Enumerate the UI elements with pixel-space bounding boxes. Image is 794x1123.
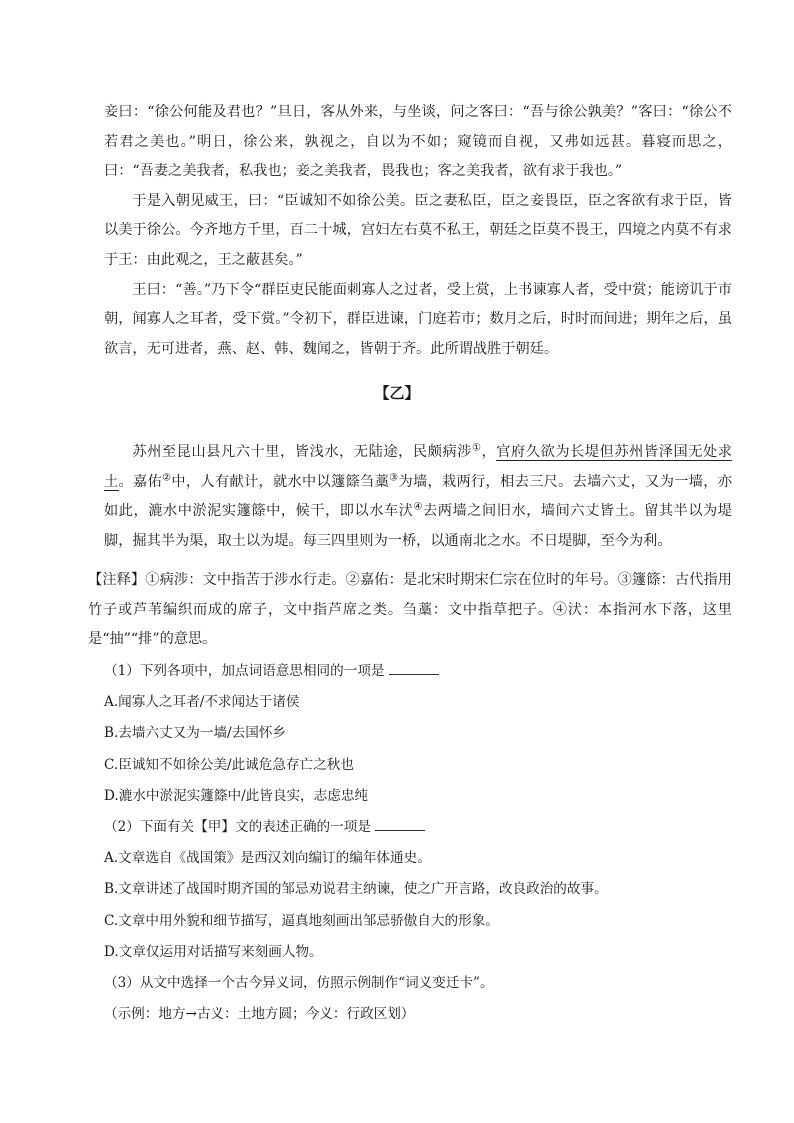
passage-b [104, 438, 732, 556]
question-2-text: （2）下面有关【甲】文的表述正确的一项是 [104, 819, 371, 836]
passage-a [104, 98, 732, 364]
passage-a-paragraph-2: 于是入朝见威王，曰：“臣诚知不如徐公美。臣之妻私臣，臣之妾畏臣，臣之客欲有求于臣，皆以美于徐公。今齐地方千里，百二十城，宫妇左右莫不私王，朝廷之臣莫不畏王，四境之内莫不有求于王：由此观之，王之蔽甚矣。” [104, 192, 732, 268]
note-ref-1: ① [471, 442, 482, 454]
passage-b-text-7: 去两墙之间旧水，墙间六丈皆土。留其半以为堤脚，掘其半为渠，取土以为堤。每三四里则为一桥，以通南北之水。不日堤脚，至今为利。 [104, 503, 732, 549]
passage-b-text-5: 中，人有献计，就水中以籧篨刍藁 [171, 473, 390, 490]
note-ref-4: ④ [413, 501, 424, 513]
questions [104, 656, 732, 1030]
note-ref-2: ② [162, 471, 172, 483]
passage-b-title: 【乙】 [374, 384, 420, 402]
passage-b-text-2: ， [481, 444, 497, 460]
question-1-option-d: D.漉水中淤泥实籧篨中/此皆良实，志虑忠纯 [104, 787, 369, 804]
question-2-option-b: B.文章讲述了战国时期齐国的邹忌劝说君主纳谏，使之广开言路，改良政治的故事。 [104, 881, 608, 898]
question-2-option-c: C.文章中用外貌和细节描写，逼真地刻画出邹忌骄傲自大的形象。 [104, 912, 499, 929]
question-1-text: （1）下列各项中，加点词语意思相同的一项是 [104, 663, 385, 679]
note-ref-3: ③ [389, 471, 399, 483]
underlined-sentence: 官府久欲为长堤但苏州皆泽国无处求土 [104, 444, 732, 490]
question-3-stem: （3）从文中选择一个古今异义词，仿照示例制作“词义变迁卡”。 [104, 975, 494, 992]
passage-b-text-6: 为墙，栽两行，相去三尺。去墙六丈，又为一墙，亦如此，漉水中淤泥实籧篨中，候干，即以水车汱 [104, 473, 732, 520]
passage-a-paragraph-1: 妾曰：“徐公何能及君也？”旦日，客从外来，与坐谈，问之客曰：“吾与徐公孰美？”客曰：“徐公不若君之美也。”明日，徐公来，孰视之，自以为不如；窥镜而自视，又弗如远甚。暮寝而思之，曰：“吾妻之美我者，私我也；妾之美我者，畏我也；客之美我者，欲有求于我也。” [104, 104, 732, 180]
question-2-stem [104, 812, 732, 843]
question-1-option-c: C.臣诚知不如徐公美/此诚危急存亡之秋也 [104, 756, 354, 773]
question-2-option-a: A.文章选自《战国策》是西汉刘向编订的编年体通史。 [104, 850, 431, 867]
notes-text: 【注释】①病涉：文中指苦于涉水行走。②嘉佑：是北宋时期宋仁宗在位时的年号。③籧篨：古代指用竹子或芦苇编织而成的席子，文中指芦席之类。刍藁：文中指草把子。④汱：本指河水下落，这里是“抽”“排”的意思。 [88, 572, 732, 648]
passage-b-text-4: 。嘉佑 [118, 473, 163, 490]
passage-b-paragraph [104, 438, 732, 556]
passage-b-text-1: 苏州至昆山县凡六十里，皆浅水，无陆途，民颇病涉 [132, 444, 472, 460]
answer-blank-1[interactable] [389, 660, 439, 675]
question-3-example: （示例：地方→古义：土地方圆；今义：行政区划） [104, 1006, 415, 1023]
passage-a-paragraph-3: 王曰：“善。”乃下令“群臣吏民能面刺寡人之过者，受上赏，上书谏寡人者，受中赏；能谤讥于市朝，闻寡人之耳者，受下赏。”令初下，群臣进谏，门庭若市；数月之后，时时而间进；期年之后，虽欲言，无可进者，燕、赵、韩、魏闻之，皆朝于齐。此所谓战胜于朝廷。 [104, 281, 732, 357]
question-1-option-b: B.去墙六丈又为一墙/去国怀乡 [104, 725, 287, 742]
answer-blank-2[interactable] [375, 816, 425, 831]
question-1-option-a: A.闻寡人之耳者/不求闻达于诸侯 [104, 694, 300, 711]
question-1-stem [104, 656, 732, 687]
question-2-option-d: D.文章仅运用对话描写来刻画人物。 [104, 943, 323, 960]
annotation-notes [88, 566, 732, 655]
